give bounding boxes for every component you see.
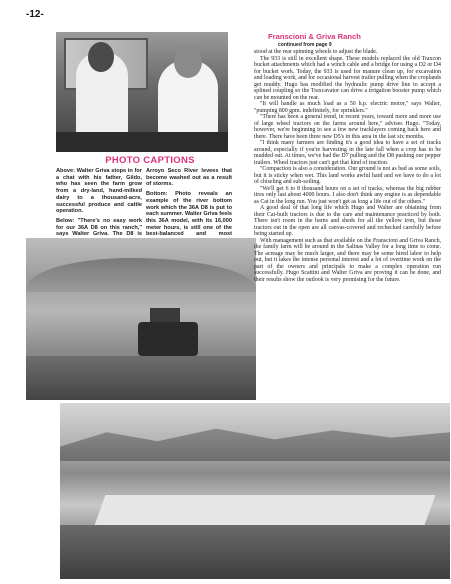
article-paragraph: "There has been a general trend, in recent years, toward more and more use of large wheel tractors on the farms around here," advises Hugo. "Today, however, we're beginning to see a few new tracklayers coming back here and there. There have been three new D5's in this area in the last six months.	[254, 114, 441, 140]
article-paragraph: "Compaction is also a consideration. Our ground is not as bad as some soils, but it is sticky when wet. This land works awful hard and we have to do a lot of chiseling and sub-soiling.	[254, 166, 441, 185]
caption-below-cont: Arroyo Seco River levees that become washed out as a result of storms.	[146, 168, 232, 188]
article-body	[254, 49, 441, 283]
article-title: Franscioni & Griva Ranch	[268, 32, 361, 41]
article-paragraph: A good deal of that long life which Hugo and Walter are obtaining from their Cat-built tractors is due to the care and maintenance practiced by both. There isn't room in the barns and sheds for all the yellow iron, but those tractors out in the open are all canvas-covered and rechecked carefully before being started up.	[254, 205, 441, 237]
photo-d8-tractor	[26, 238, 256, 400]
photo-captions-heading: PHOTO CAPTIONS	[105, 155, 195, 166]
photo-father-and-son	[56, 32, 228, 152]
page-number: -12-	[26, 9, 44, 20]
article-paragraph: stood at the rear spinning wheels to adjust the blade.	[254, 49, 378, 55]
article-paragraph: With management such as that available on the Franscioni and Griva Ranch, the family farm will be around in the Salinas Valley for a long time to come. The acreage may be much larger, and there may be some hired labor to help out, but it takes the intense personal interest and a lot of overtime work on the part of the owners and principals to make a complex operation run successfully. Hugo Scattini and Walter Griva are proving it can be done, and their results show the outlook is very promising for the future.	[254, 237, 441, 283]
article-paragraph: "I think many farmers are finding it's a good idea to have a set of tracks around, especially if you're harvesting in the late fall when a crop has to be mudded out. At times, we've had the D7 pulling and the D8 pushing our pepper trailers. Wheel tractors just can't get that kind of traction.	[254, 140, 441, 166]
article-paragraph: The 933 is still in excellent shape. These models replaced the old Traxcon bucket attachments which had a winch cable and a bridge for using a D2 or D4 for bucket work. Today, the 933 is used for manure clean up, for excavation and loading work, and for occasional harvest trailer pulling when the croplands get muddy. Hugo has modified the hydraulic pump drive line to accept a splined coupling so the Traxcavator can drive a irrigation booster pump which can be mounted on the rear.	[254, 55, 441, 101]
article-continued-note: continued from page 9	[278, 42, 332, 48]
caption-bottom: Bottom: Photo reveals an example of the river bottom work which the 36A D8 is put to each summer. Walter Griva feels this 36A model, with its 16,000 meter hours, is still one of the best-balanced and most	[146, 191, 232, 238]
article-paragraph: "We'll get 6 to 8 thousand hours on a set of tracks, whereas the big rubber tires only last about 4000 hours. I also don't think any engine is as dependable as Cat in the long run. You just won't get as long a life out of the others."	[254, 185, 441, 205]
caption-below: Below: "There's no easy work for our 36A D8 on this ranch," says Walter Griva. The D8 is	[56, 217, 142, 238]
caption-above: Above: Walter Griva stops in for a chat with his father, Gildo, who has seen the farm grow from a dry-land, hand-milked dairy to a thousand-acre, successful produce and cattle operation.	[56, 168, 142, 215]
article-paragraph: "It will handle as much load as a 50 h.p. electric motor," says Walter, "pumping 800 gpm. indefinitely, for sprinklers."	[254, 101, 441, 114]
photo-river-bottom	[60, 403, 450, 579]
